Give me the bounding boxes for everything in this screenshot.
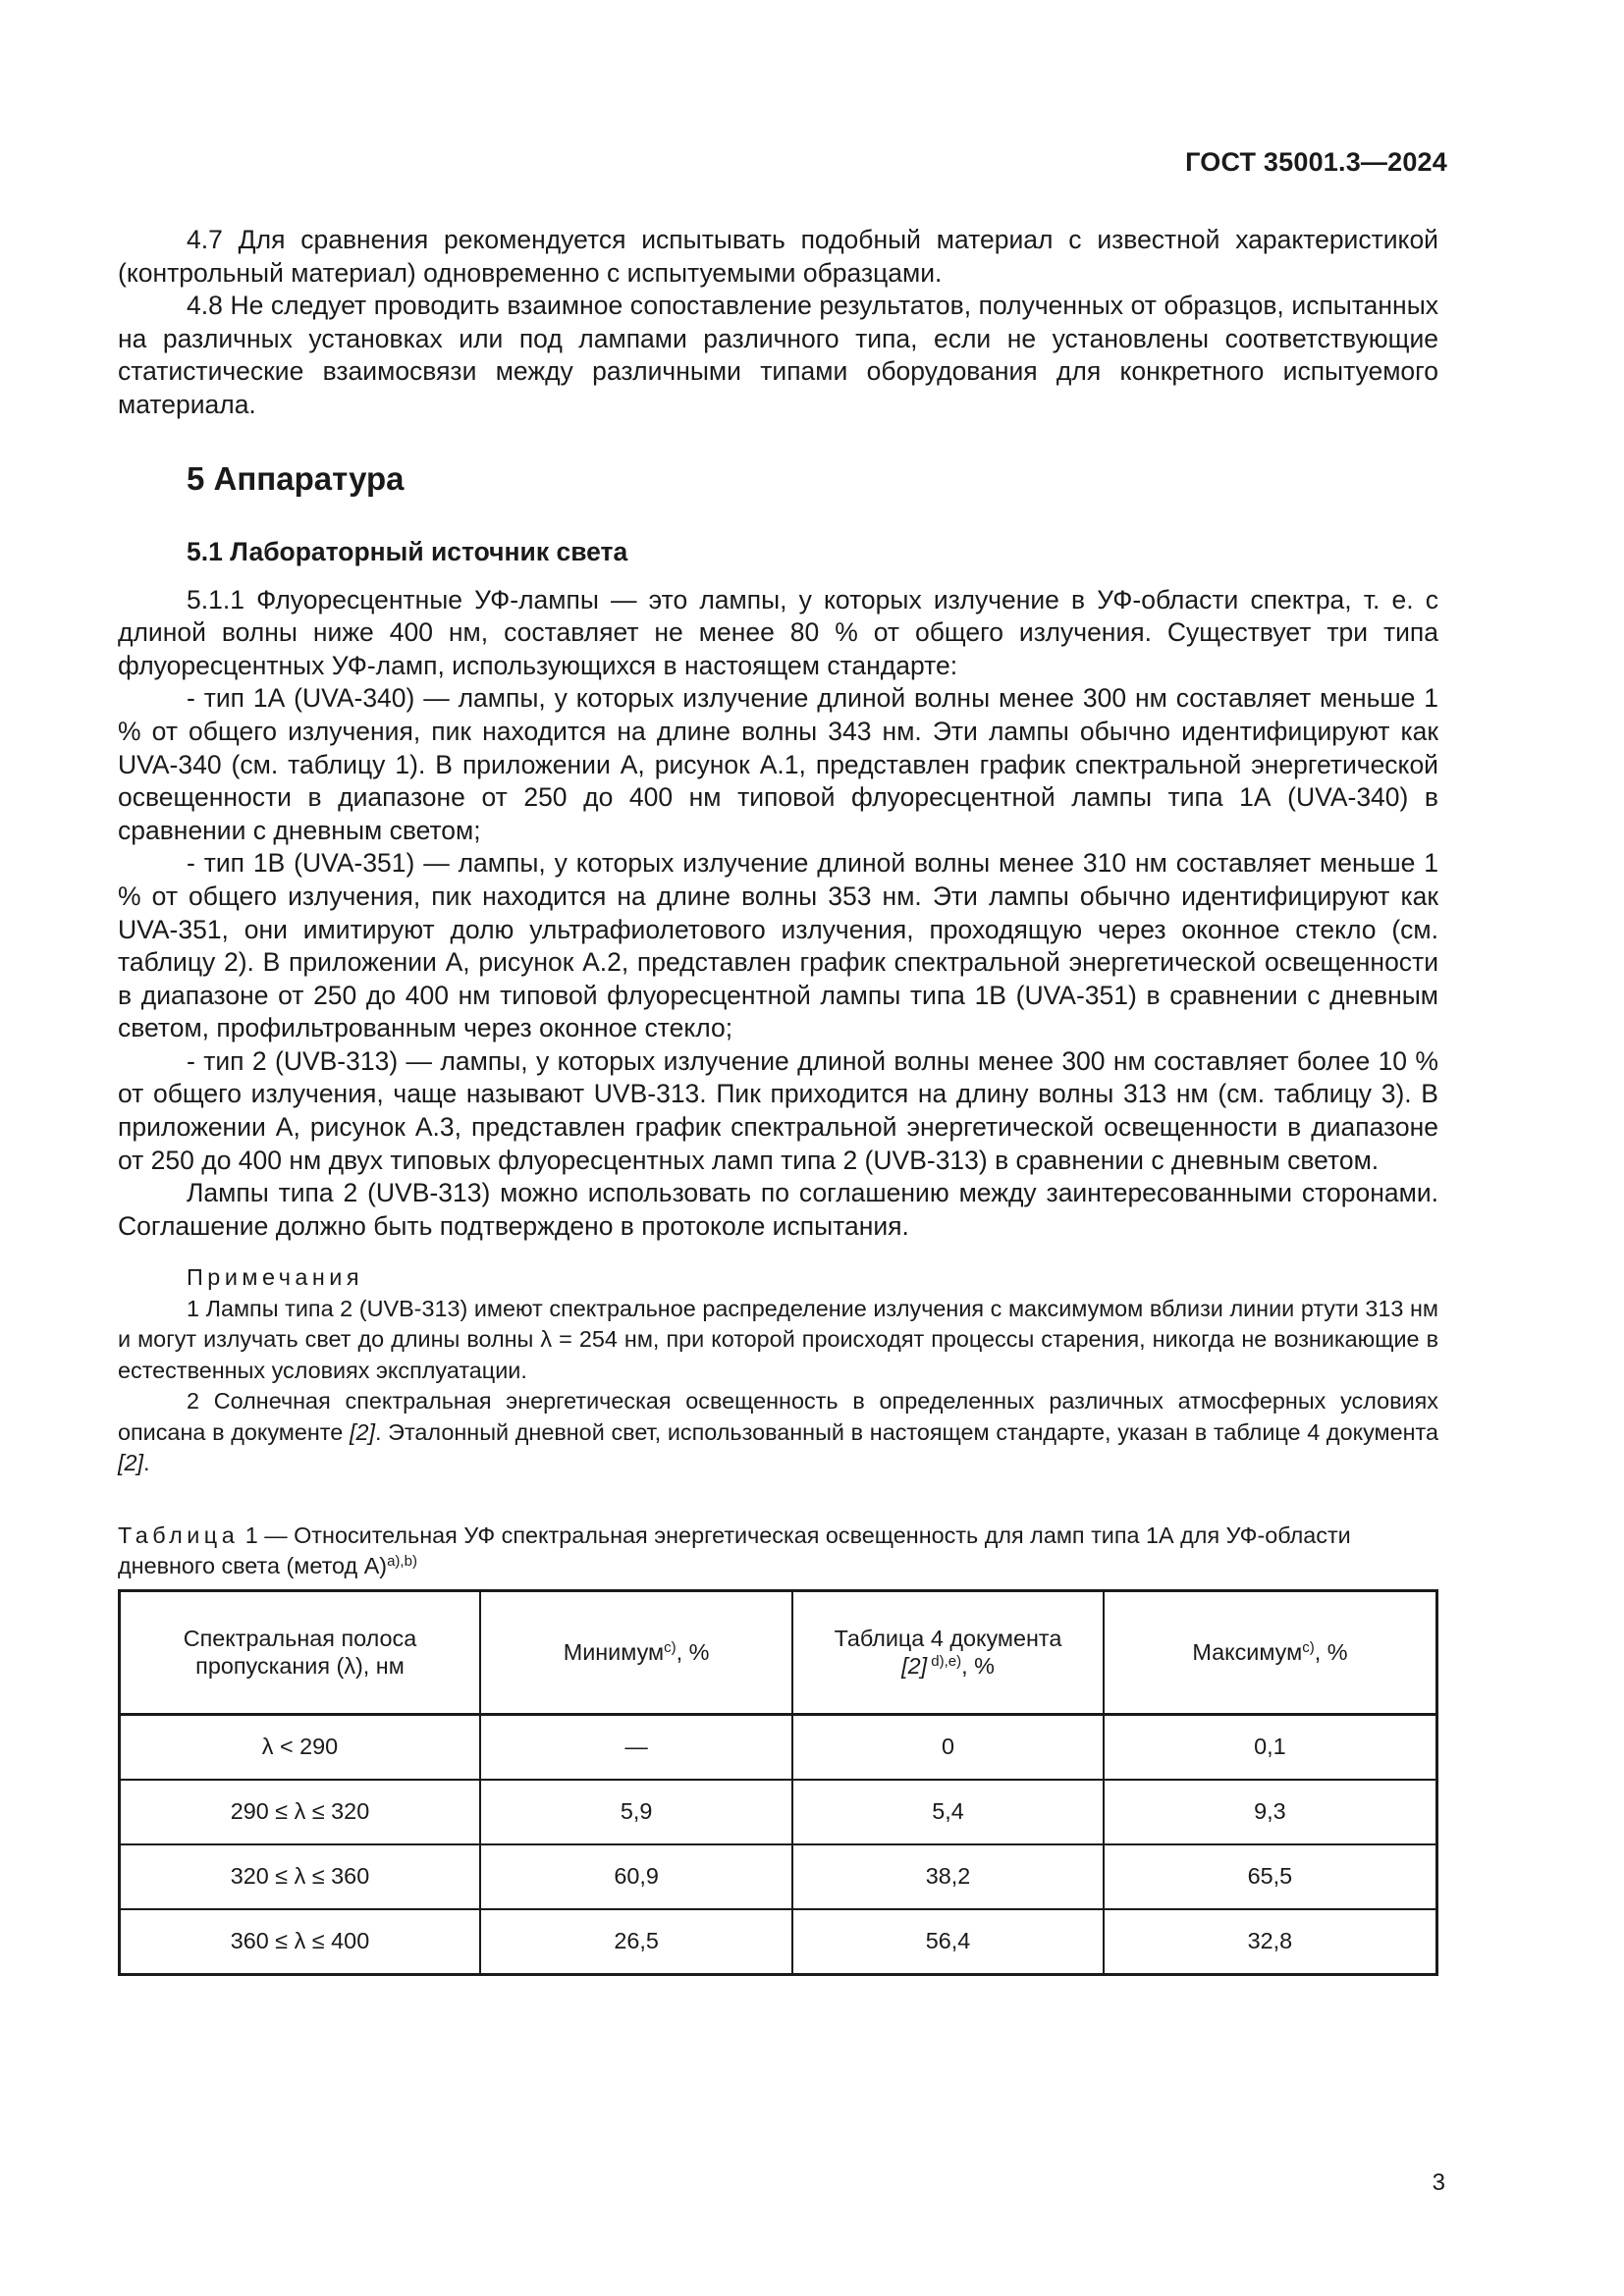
- cell-band: 320 ≤ λ ≤ 360: [120, 1844, 480, 1909]
- paragraph-4-7: 4.7 Для сравнения рекомендуется испытывать подобный материал с известной характеристикой (контрольный материал) одновременно с испытуемыми образцами.: [118, 225, 1438, 288]
- cell-reference: 5,4: [792, 1780, 1104, 1844]
- cell-band: 290 ≤ λ ≤ 320: [120, 1780, 480, 1844]
- table-row: [120, 1909, 1437, 1975]
- list-item-type-1b: - тип 1В (UVA-351) — лампы, у которых излучение длиной волны менее 310 нм составляет меньше 1 % от общего излучения, пик находится на длине волны 353 нм. Эти лампы обычно идентифицируют как UVA-351, они имитируют долю ультрафиолетового излучения, проходящую через оконное стекло (см. таблицу 2). В приложении А, рисунок А.2, представлен график спектральной энергетической освещенности в диапазоне от 250 до 400 нм типовой флуоресцентной лампы типа 1В (UVA-351) в сравнении с дневным светом, профильтрованным через оконное стекло;: [118, 848, 1438, 1043]
- cell-maximum: 32,8: [1104, 1909, 1437, 1975]
- note-1: 1 Лампы типа 2 (UVB-313) имеют спектральное распределение излучения с максимумом вблизи линии ртути 313 нм и могут излучать свет до длины волны λ = 254 нм, при которой происходят процессы старения, никогда не возникающие в естественных условиях эксплуатации.: [118, 1295, 1438, 1383]
- list-item-type-2: - тип 2 (UVB-313) — лампы, у которых излучение длиной волны менее 300 нм составляет более 10 % от общего излучения, чаще называют UVB-313. Пик приходится на длину волны 313 нм (см. таблицу 3). В приложении А, рисунок А.3, представлен график спектральной энергетической освещенности в диапазоне от 250 до 400 нм двух типовых флуоресцентных ламп типа 2 (UVB-313) в сравнении с дневным светом.: [118, 1045, 1438, 1175]
- cell-minimum: —: [480, 1714, 792, 1780]
- cell-reference: 0: [792, 1714, 1104, 1780]
- page-number: 3: [1432, 2169, 1445, 2196]
- header-band: Спектральная полоса пропускания (λ), нм: [120, 1590, 480, 1714]
- document-code: ГОСТ 35001.3—2024: [1185, 147, 1447, 177]
- section-title: 5 Аппаратура: [187, 459, 405, 497]
- cell-minimum: 5,9: [480, 1780, 792, 1844]
- notes-title: Примечания: [187, 1264, 364, 1291]
- header-reference: Таблица 4 документа [2] $^{d),e)}$, %: [792, 1590, 1104, 1714]
- subsection-title: 5.1 Лабораторный источник света: [187, 536, 628, 566]
- cell-maximum: 9,3: [1104, 1780, 1437, 1844]
- cell-band: λ < 290: [120, 1714, 480, 1780]
- table-header-row: [120, 1590, 1437, 1714]
- cell-minimum: 26,5: [480, 1909, 792, 1975]
- caption-footnote-marks: a),b): [387, 1552, 417, 1570]
- cell-minimum: 60,9: [480, 1844, 792, 1909]
- reference-2: [2]: [349, 1418, 375, 1445]
- cell-reference: 56,4: [792, 1909, 1104, 1975]
- paragraph-agreement: Лампы типа 2 (UVB-313) можно использовать по соглашению между заинтересованными сторонами. Соглашение должно быть подтверждено в протоколе испытания.: [118, 1178, 1438, 1241]
- page-content: [118, 224, 1438, 1976]
- cell-reference: 38,2: [792, 1844, 1104, 1909]
- data-table: [118, 1589, 1438, 1976]
- paragraph-4-8: 4.8 Не следует проводить взаимное сопоставление результатов, полученных от образцов, испытанных на различных установках или под лампами различного типа, если не установлены соответствующие статистические взаимосвязи между различными типами оборудования для конкретного испытуемого материала.: [118, 291, 1438, 419]
- table-row: [120, 1780, 1437, 1844]
- table-row: [120, 1844, 1437, 1909]
- cell-maximum: 65,5: [1104, 1844, 1437, 1909]
- header-maximum: Максимум$^{c)}$, %: [1104, 1590, 1437, 1714]
- header-minimum: Минимум$^{c)}$, %: [480, 1590, 792, 1714]
- table-row: [120, 1714, 1437, 1780]
- list-item-type-1a: - тип 1А (UVA-340) — лампы, у которых излучение длиной волны менее 300 нм составляет меньше 1 % от общего излучения, пик находится на длине волны 343 нм. Эти лампы обычно идентифицируют как UVA-340 (см. таблицу 1). В приложении А, рисунок А.1, представлен график спектральной энергетической освещенности в диапазоне от 250 до 400 нм типовой флуоресцентной лампы типа 1А (UVA-340) в сравнении с дневным светом;: [118, 683, 1438, 845]
- paragraph-5-1-1: 5.1.1 Флуоресцентные УФ-лампы — это лампы, у которых излучение в УФ-области спектра, т. е. с длиной волны ниже 400 нм, составляет не менее 80 % от общего излучения. Существует три типа флуоресцентных УФ-ламп, использующихся в настоящем стандарте:: [118, 584, 1438, 680]
- cell-maximum: 0,1: [1104, 1714, 1437, 1780]
- cell-band: 360 ≤ λ ≤ 400: [120, 1909, 480, 1975]
- table-caption: Таблица 1 — Относительная УФ спектральная энергетическая освещенность для ламп типа 1А для УФ-области дневного света (метод А)$^{a),b)}$: [118, 1522, 1351, 1578]
- reference-2: [2]: [118, 1450, 144, 1476]
- note-2: 2 Солнечная спектральная энергетическая освещенность в определенных различных атмосферных условиях описана в документе [2]. Эталонный дневной свет, использованный в настоящем стандарте, указан в таблице 4 документа [2].: [118, 1388, 1438, 1476]
- notes-block: [118, 1262, 1438, 1479]
